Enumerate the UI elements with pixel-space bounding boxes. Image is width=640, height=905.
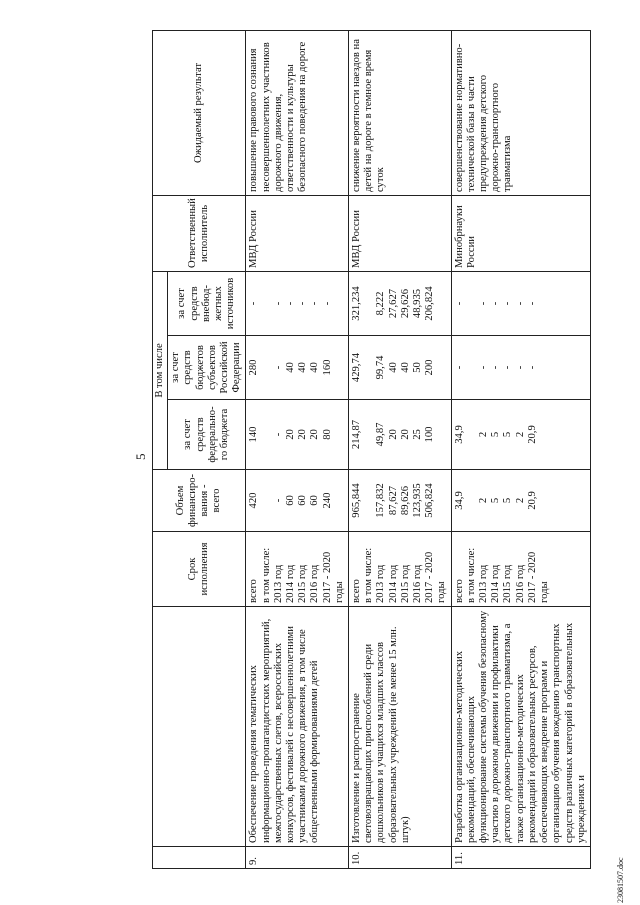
row-description: Разработка организационно-методических рекомендаций, обеспечивающих функционирование системы обучения безопасному участию в дорожном движении и профилактики детского дорожно-транспортного травматизма, а также организационно-методических рекомендаций и образовательных ресурсов, обеспечивающих внедрение программ и организацию обучения вождению транспортных средств различных категорий в образовательных учреждениях и <box>451 607 590 847</box>
header-result: Ожидаемый результат <box>153 31 246 196</box>
header-desc <box>153 607 246 847</box>
row-federal: 34,9 2 5 5 2 20,9 <box>451 400 590 470</box>
row-result: совершенствование нормативно-технической базы в части предупреждения детского дорожно-транспортного травматизма <box>451 31 590 196</box>
row-federal: 140 - 20 20 20 80 <box>246 400 349 470</box>
row-regional: 429,74 99,74 40 40 50 200 <box>349 336 452 400</box>
row-regional: 280 - 40 40 40 160 <box>246 336 349 400</box>
row-total: 34,9 2 5 5 2 20,9 <box>451 470 590 532</box>
row-description: Изготовление и распространение световозвращающих приспособлений среди дошкольников и учащихся младших классов образовательных учреждений (не менее 15 млн. штук) <box>349 607 452 847</box>
page-number: 5 <box>133 453 148 460</box>
row-regional: - - - - - - <box>451 336 590 400</box>
header-total: Объем финансиро-вания - всего <box>153 470 246 532</box>
row-offbudget: - - - - - - <box>246 272 349 336</box>
row-federal: 214,87 49,87 20 20 25 100 <box>349 400 452 470</box>
row-total: 420 - 60 60 60 240 <box>246 470 349 532</box>
row-number: 11. <box>451 847 590 869</box>
header-regional: за счет средств бюджетов субъектов Российской Федерации <box>168 336 246 400</box>
row-total: 965,844 157,832 87,627 89,626 123,935 506,824 <box>349 470 452 532</box>
header-executor: Ответственный исполнитель <box>153 196 246 272</box>
row-description: Обеспечение проведения тематических информационно-пропагандистских мероприятий, межгосударственных слетов, всероссийских конкурсов, фестивалей с несовершеннолетними участниками дорожного движения, в том числе общественными формированиями детей <box>246 607 349 847</box>
row-executor: Минобрнауки России <box>451 196 590 272</box>
program-table <box>152 30 591 869</box>
row-result: снижение вероятности наездов на детей на дороге в темное время суток <box>349 31 452 196</box>
row-executor: МВД России <box>246 196 349 272</box>
row-executor: МВД России <box>349 196 452 272</box>
header-in-which: В том числе <box>153 272 168 470</box>
row-result: повышение правового сознания несовершеннолетних участников дорожного движения, ответственности и культуры безопасного поведения на дороге <box>246 31 349 196</box>
header-offbudget: за счет средств внебюд-жетных источников <box>168 272 246 336</box>
header-federal: за счет средств федерально-го бюджета <box>168 400 246 470</box>
row-term: всего в том числе: 2013 год 2014 год 2015 год 2016 год 2017 - 2020 годы <box>246 532 349 607</box>
row-number: 10. <box>349 847 452 869</box>
row-offbudget: - - - - - - <box>451 272 590 336</box>
row-term: всего в том числе: 2013 год 2014 год 2015 год 2016 год 2017 - 2020 годы <box>451 532 590 607</box>
header-term: Срок исполнения <box>153 532 246 607</box>
document-id: 23081507.doc <box>616 857 625 903</box>
header-num <box>153 847 246 869</box>
table-row <box>451 31 590 869</box>
row-term: всего в том числе: 2013 год 2014 год 2015 год 2016 год 2017 - 2020 годы <box>349 532 452 607</box>
row-number: 9. <box>246 847 349 869</box>
row-offbudget: 321,234 8,222 27,627 29,626 48,935 206,824 <box>349 272 452 336</box>
table-row <box>349 31 452 869</box>
table-row <box>246 31 349 869</box>
